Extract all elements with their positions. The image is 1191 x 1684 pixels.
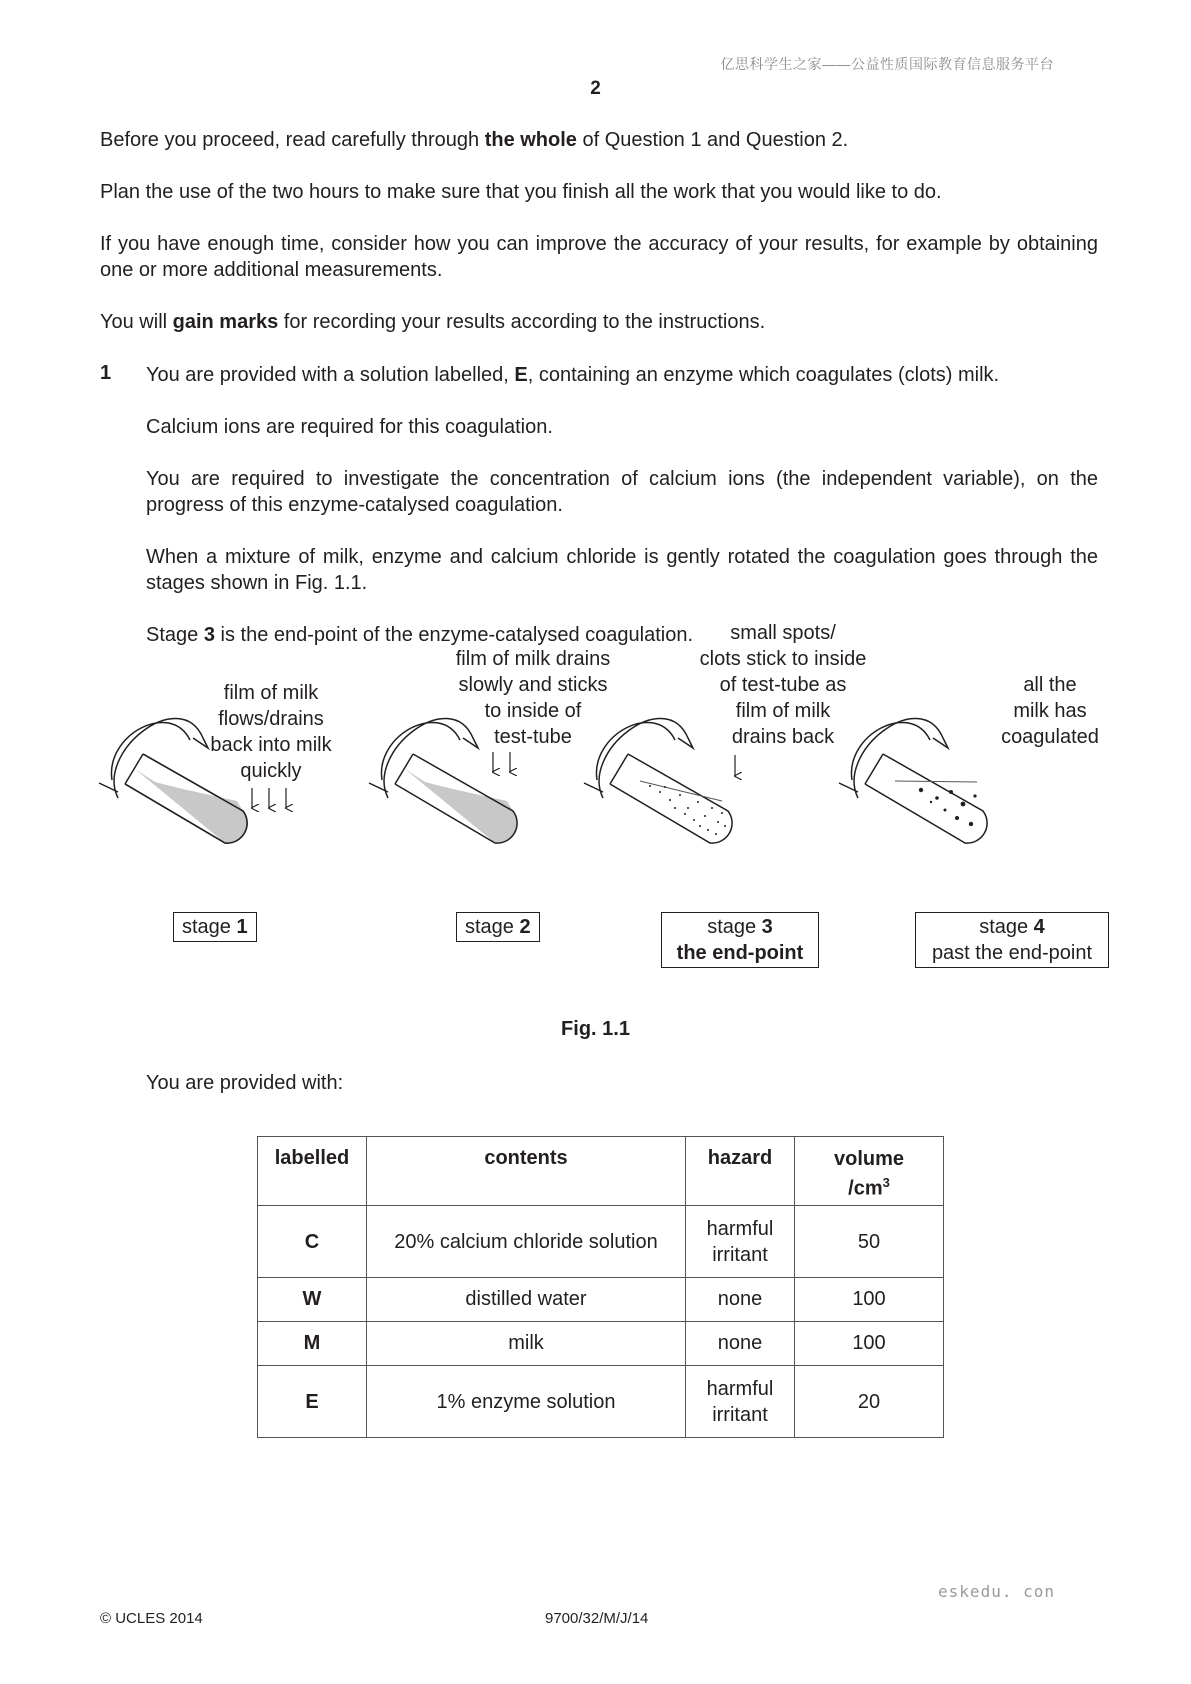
row-hazard: none (686, 1322, 795, 1366)
row-volume: 100 (795, 1278, 944, 1322)
provided-materials-table (257, 1136, 944, 1438)
row-contents: distilled water (367, 1278, 686, 1322)
provided-intro: You are provided with: (146, 1072, 344, 1094)
stage-1-description: film of milk flows/drains back into milk quickly (210, 682, 332, 782)
row-volume: 20 (795, 1366, 944, 1438)
row-contents: 20% calcium chloride solution (367, 1206, 686, 1278)
row-label: C (258, 1206, 367, 1278)
table-row (258, 1366, 944, 1438)
intro-paragraph-4: You will gain marks for recording your results according to the instructions. (100, 311, 766, 333)
question-paragraph-3: You are required to investigate the concentration of calcium ions (the independent variable), on the progress of this enzyme-catalysed coagulation. (146, 468, 1098, 516)
header-volume: volume $/cm^3$ (795, 1137, 944, 1206)
row-contents: 1% enzyme solution (367, 1366, 686, 1438)
stage-2-description: film of milk drains slowly and sticks to inside of test-tube (455, 648, 611, 748)
footer-watermark: eskedu. con (938, 1582, 1055, 1601)
table-header-row (258, 1137, 944, 1206)
intro-paragraph-1: Before you proceed, read carefully through the whole of Question 1 and Question 2. (100, 129, 849, 151)
question-number: 1 (100, 362, 112, 384)
stage-4-description: all the milk has coagulated (1001, 674, 1099, 748)
header-hazard: hazard (686, 1137, 795, 1206)
row-hazard: harmful irritant (686, 1366, 795, 1438)
table-row (258, 1206, 944, 1278)
stage-1-box: stage 1 (173, 912, 257, 942)
row-label: W (258, 1278, 367, 1322)
stage-4-box: stage 4 past the end-point (915, 912, 1109, 968)
intro-paragraph-3: If you have enough time, consider how you can improve the accuracy of your results, for example by obtaining one or more additional measurements. (100, 233, 1098, 281)
header-contents: contents (367, 1137, 686, 1206)
table-row (258, 1278, 944, 1322)
stage-2-box: stage 2 (456, 912, 540, 942)
row-hazard: harmful irritant (686, 1206, 795, 1278)
page-number: 2 (590, 78, 601, 99)
table-row (258, 1322, 944, 1366)
question-paragraph-1: You are provided with a solution labelled, E, containing an enzyme which coagulates (clots) milk. (146, 364, 1000, 386)
question-paragraph-5: Stage 3 is the end-point of the enzyme-catalysed coagulation. (146, 624, 694, 646)
row-volume: 50 (795, 1206, 944, 1278)
row-contents: milk (367, 1322, 686, 1366)
intro-paragraph-2: Plan the use of the two hours to make sure that you finish all the work that you would like to do. (100, 181, 942, 203)
figure-caption: Fig. 1.1 (561, 1018, 630, 1040)
header-labelled: labelled (258, 1137, 367, 1206)
question-paragraph-2: Calcium ions are required for this coagulation. (146, 416, 553, 438)
row-volume: 100 (795, 1322, 944, 1366)
stage-3-box: stage 3 the end-point (661, 912, 819, 968)
row-hazard: none (686, 1278, 795, 1322)
header-watermark: 亿思科学生之家——公益性质国际教育信息服务平台 (720, 56, 1054, 72)
stage-3-description: small spots/ clots stick to inside of test-tube as film of milk drains back (699, 622, 867, 748)
row-label: M (258, 1322, 367, 1366)
row-label: E (258, 1366, 367, 1438)
footer-paper-code: 9700/32/M/J/14 (545, 1610, 649, 1627)
footer-copyright: © UCLES 2014 (100, 1610, 203, 1627)
question-paragraph-4: When a mixture of milk, enzyme and calcium chloride is gently rotated the coagulation goes through the stages shown in Fig. 1.1. (146, 546, 1098, 594)
